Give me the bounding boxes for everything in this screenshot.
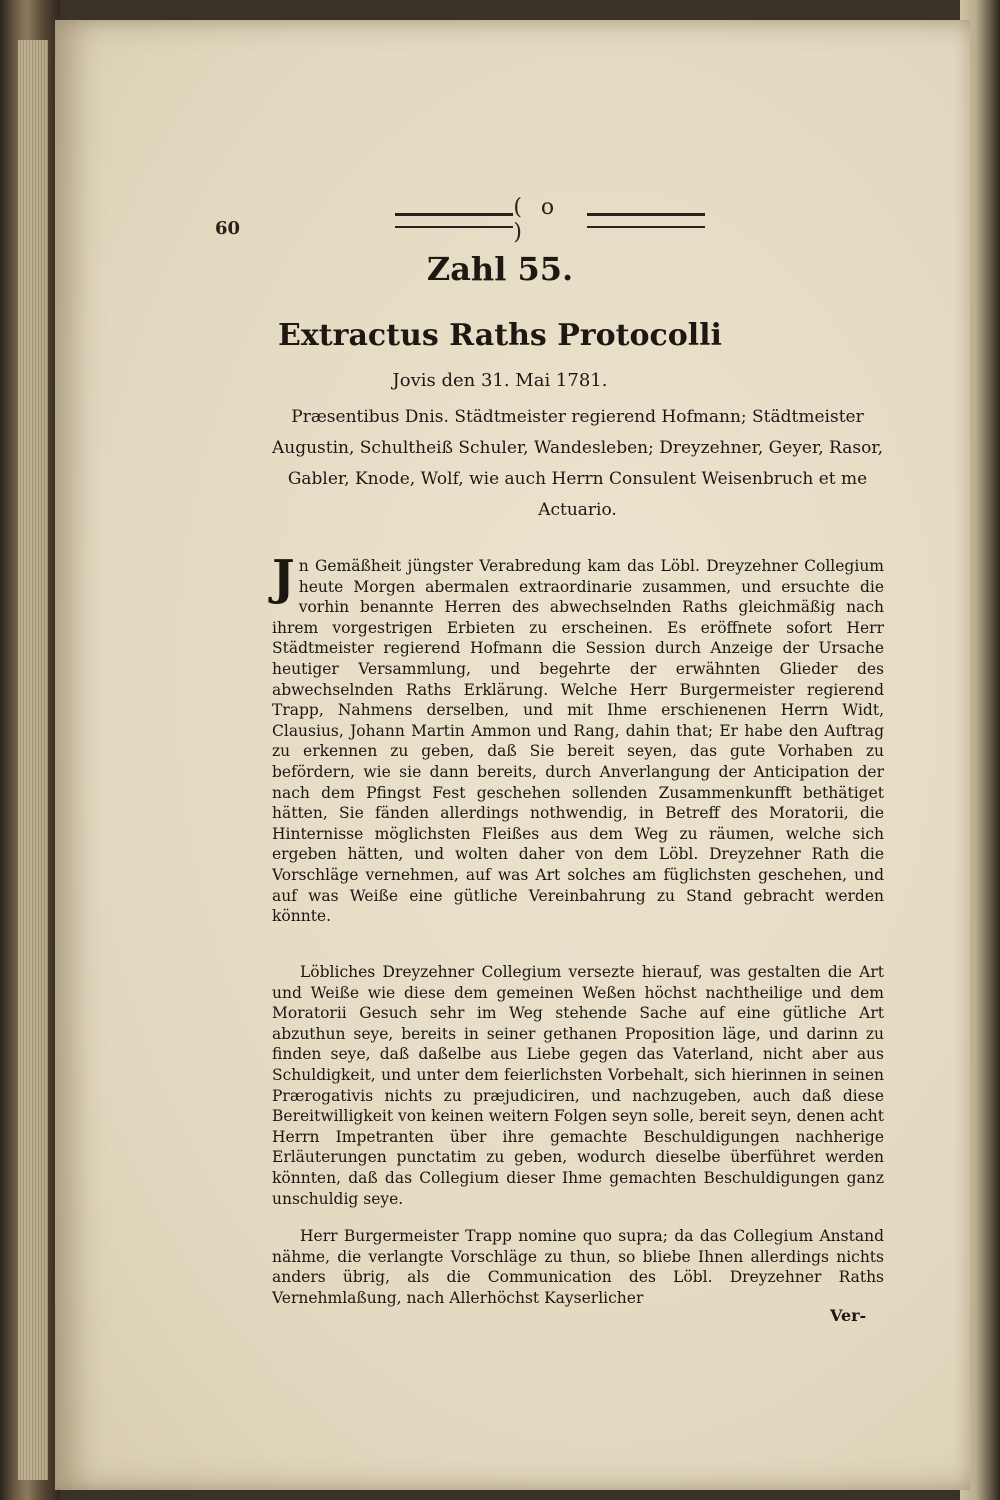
paragraph-1 <box>272 550 884 927</box>
ornament-rule-right <box>587 213 705 228</box>
page-title: Extractus Raths Protocolli <box>278 318 722 353</box>
page-number: 60 <box>215 218 241 239</box>
paragraph-3: Herr Burgermeister Trapp nomine quo supra; da das Collegium Anstand nähme, die verlangte Vorschläge zu thun, so bliebe Ihnen allerdings nichts anders übrig, als die Communication des Löbl. Dreyzehner Raths Vernehmlaßung, nach Allerhöchst Kayserlicher <box>272 1227 884 1307</box>
attendees-list: Præsentibus Dnis. Städtmeister regierend Hofmann; Städtmeister Augustin, Schultheiß Schuler, Wandesleben; Dreyzehner, Geyer, Rasor, Gabler, Knode, Wolf, wie auch Herrn Consulent Weisenbruch et me Actuario. <box>271 407 884 520</box>
section-number: Zahl 55. <box>426 250 574 288</box>
catchword: Ver- <box>830 1306 867 1325</box>
ornament-text: ( o ) <box>513 195 561 245</box>
header-ornament <box>395 195 705 245</box>
session-date: Jovis den 31. Mai 1781. <box>392 370 608 391</box>
paragraph-2: Löbliches Dreyzehner Collegium versezte hierauf, was gestalten die Art und Weiße wie diese dem gemeinen Weßen höchst nachtheilige und dem Moratorii Gesuch sehr im Weg stehende Sache auf eine gütliche Art abzuthun seye, bereits in seiner gethanen Proposition läge, und darinn zu finden seye, daß daßelbe aus Liebe gegen das Vaterland, nicht aber aus Schuldigkeit, und unter dem feierlichsten Vorbehalt, sich hierinnen in seinen Prærogativis nichts zu præjudiciren, und nachzugeben, auch daß diese Bereitwilligkeit von keinen weitern Folgen seyn solle, bereit seyn, denen acht Herrn Impetranten über ihre gemachte Beschuldigungen nachherige Erläuterungen punctatim zu geben, wodurch dieselbe überführet werden könnten, daß das Collegium dieser Ihme gemachten Beschuldigungen ganz unschuldig seye. <box>272 963 884 1208</box>
ornament-rule-left <box>395 213 513 228</box>
drop-cap: J <box>272 550 295 606</box>
paragraph-1-text: n Gemäßheit jüngster Verabredung kam das Löbl. Dreyzehner Collegium heute Morgen abermalen extraordinarie zusammen, und ersuchte die vorhin benannte Herren des abwechselnden Raths gleichmäßig nach ihrem vorgestrigen Erbieten zu erscheinen. Es eröffnete sofort Herr Städtmeister regierend Hofmann die Session durch Anzeige der Ursache heutiger Versammlung, und begehrte der erwähnten Glieder des abwechselnden Raths Erklärung. Welche Herr Burgermeister regierend Trapp, Nahmens derselben, und mit Ihme erschienenen Herrn Widt, Clausius, Johann Martin Ammon und Rang, dahin that; Er habe den Auftrag zu erkennen zu geben, daß Sie bereit seyen, das gute Vorhaben zu befördern, wie sie dann bereits, durch Anverlangung der Anticipation der nach dem Pfingst Fest geschehen sollenden Zusammenkunfft bethätiget hätten, Sie fänden allerdings nothwendig, in Betreff des Moratorii, die Hinternisse möglichsten Fleißes aus dem Weg zu räumen, welche sich ergeben hätten, und wolten daher von dem Löbl. Dreyzehner Rath die Vorschläge vernehmen, auf was Art solches am füglichsten geschehen, und auf was Weiße eine gütliche Vereinbahrung zu Stand gebracht werden könnte. <box>272 557 884 926</box>
